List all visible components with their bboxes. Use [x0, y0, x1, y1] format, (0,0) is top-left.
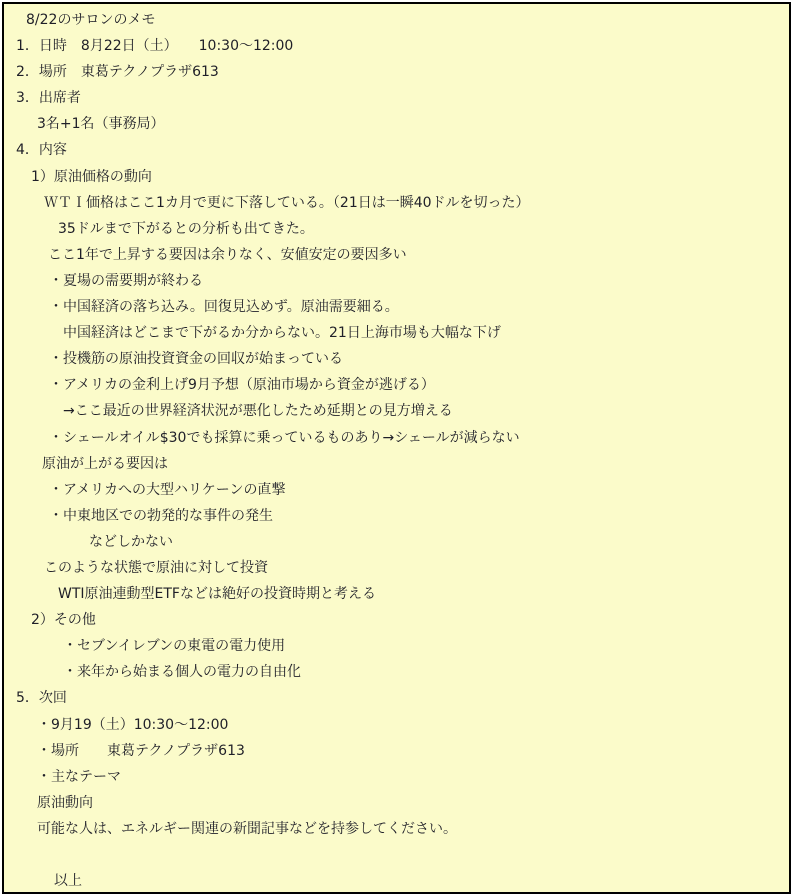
- memo-line: ・場所 東葛テクノプラザ613: [37, 742, 245, 759]
- memo-line: 1．日時 8月22日（土） 10:30～12:00: [16, 38, 294, 55]
- memo-line: ・セブンイレブンの東電の電力使用: [63, 638, 286, 655]
- memo-line: 可能な人は、エネルギー関連の新聞記事などを持参してください。: [37, 820, 457, 837]
- memo-line: ・中国経済の落ち込み。回復見込めず。原油需要細る。: [49, 299, 399, 316]
- memo-line: ＷＴＩ価格はここ1カ月で更に下落している。（21日は一瞬40ドルを切った）: [44, 194, 530, 211]
- memo-line: 以上: [54, 873, 82, 890]
- memo-line: 3名+1名（事務局）: [37, 116, 165, 133]
- memo-line: ここ1年で上昇する要因は余りなく、安値安定の要因多い: [48, 246, 407, 263]
- memo-line: 2）その他: [31, 612, 96, 629]
- memo-line: ・夏場の需要期が終わる: [49, 272, 203, 289]
- memo-line: 1）原油価格の動向: [31, 168, 152, 185]
- memo-line: 2．場所 東葛テクノプラザ613: [16, 64, 219, 81]
- memo-line: ・アメリカへの大型ハリケーンの直撃: [49, 481, 286, 498]
- memo-line: ・投機筋の原油投資資金の回収が始まっている: [49, 351, 343, 368]
- memo-line: 原油が上がる要因は: [42, 455, 168, 472]
- memo-line: このような状態で原油に対して投資: [44, 559, 268, 576]
- memo-line: 原油動向: [37, 794, 93, 811]
- memo-line: WTI原油連動型ETFなどは絶好の投資時期と考える: [58, 586, 376, 603]
- memo-line: 5．次回: [16, 690, 67, 707]
- memo-line: ・9月19（土）10:30～12:00: [37, 716, 229, 733]
- memo-document: [2, 2, 791, 894]
- memo-line: →ここ最近の世界経済状況が悪化したため延期との見方増える: [63, 403, 453, 420]
- memo-line: などしかない: [89, 533, 173, 550]
- memo-line: ・シェールオイル$30でも採算に乗っているものあり→シェールが減らない: [49, 429, 520, 446]
- memo-line: 4．内容: [16, 142, 67, 159]
- memo-line: ・アメリカの金利上げ9月予想（原油市場から資金が逃げる）: [49, 377, 435, 394]
- memo-line: ・主なテーマ: [37, 768, 121, 785]
- memo-line: 3．出席者: [16, 90, 81, 107]
- memo-line: ・来年から始まる個人の電力の自由化: [63, 664, 301, 681]
- memo-line: ・中東地区での勃発的な事件の発生: [49, 507, 273, 524]
- memo-line: 8/22のサロンのメモ: [26, 12, 156, 28]
- memo-blank-line: [4, 842, 789, 868]
- memo-line: 35ドルまで下がるとの分析も出てきた。: [58, 220, 314, 237]
- memo-line: 中国経済はどこまで下がるか分からない。21日上海市場も大幅な下げ: [63, 325, 501, 342]
